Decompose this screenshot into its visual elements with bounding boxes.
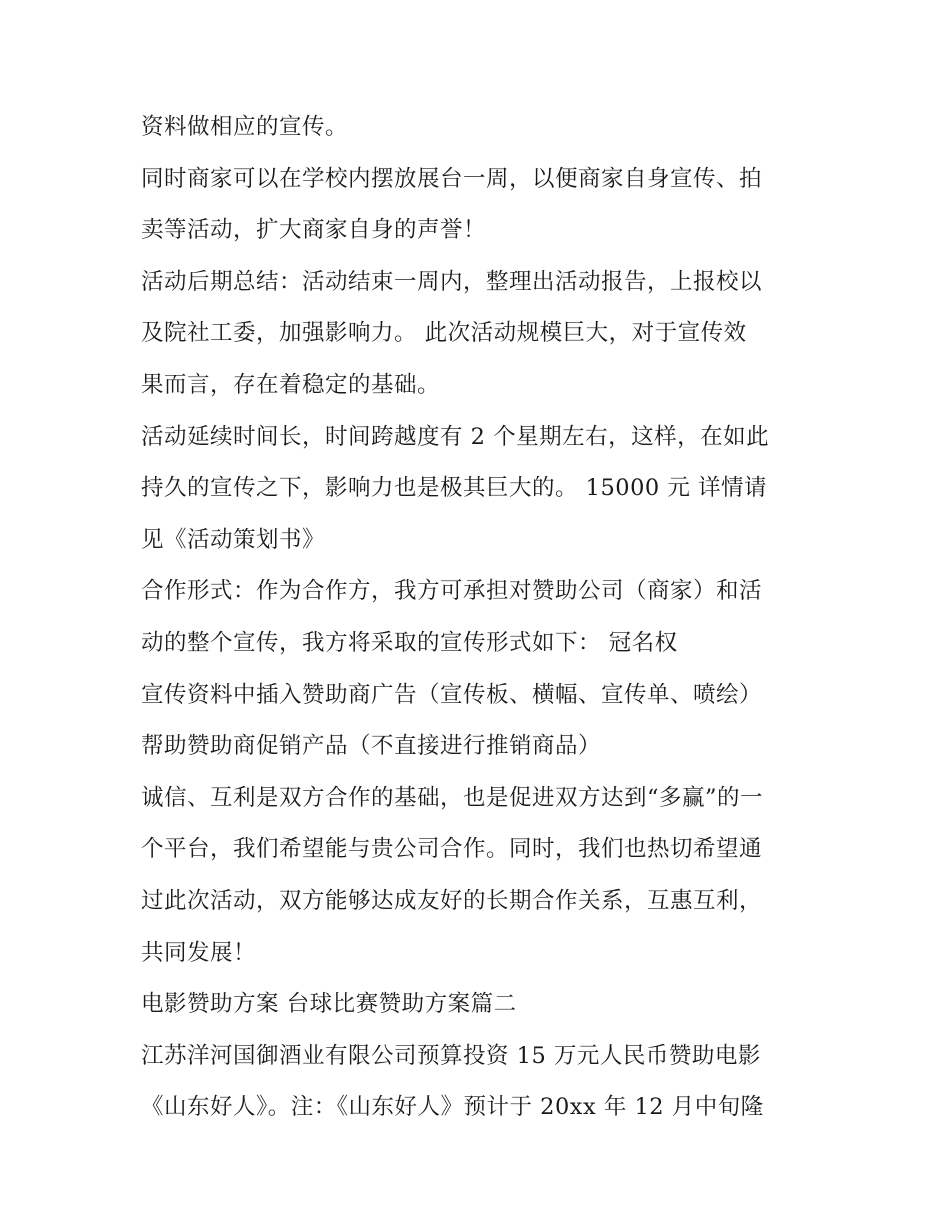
text-line: 活动后期总结：活动结束一周内，整理出活动报告，上报校以 xyxy=(141,268,763,295)
text-line: 《山东好人》。注：《山东好人》预计于 20xx 年 12 月中旬隆 xyxy=(141,1094,764,1121)
section-heading: 电影赞助方案 台球比赛赞助方案篇二 xyxy=(141,991,517,1018)
text-line: 动的整个宣传，我方将采取的宣传形式如下： 冠名权 xyxy=(141,629,678,656)
text-line: 个平台，我们希望能与贵公司合作。同时，我们也热切希望通 xyxy=(141,836,763,863)
text-line: 见《活动策划书》 xyxy=(141,526,326,553)
text-line: 资料做相应的宣传。 xyxy=(141,114,349,140)
text-line: 同时商家可以在学校内摆放展台一周，以便商家自身宣传、拍 xyxy=(141,165,763,192)
text-line: 宣传资料中插入赞助商广告（宣传板、横幅、宣传单、喷绘） xyxy=(141,681,763,708)
text-line: 及院社工委，加强影响力。 此次活动规模巨大，对于宣传效 xyxy=(141,320,747,347)
text-line: 共同发展！ xyxy=(141,939,257,966)
text-line: 持久的宣传之下，影响力也是极其巨大的。 15000 元 详情请 xyxy=(141,475,768,502)
document-body xyxy=(141,102,813,1134)
text-line: 诚信、互利是双方合作的基础，也是促进双方达到“多赢”的一 xyxy=(141,784,764,811)
text-line: 帮助赞助商促销产品（不直接进行推销商品） xyxy=(141,733,602,760)
text-line: 卖等活动，扩大商家自身的声誉！ xyxy=(141,217,487,244)
text-line: 过此次活动，双方能够达成友好的长期合作关系，互惠互利， xyxy=(141,887,763,914)
text-line: 活动延续时间长，时间跨越度有 2 个星期左右，这样，在如此 xyxy=(141,423,770,450)
text-line: 合作形式：作为合作方，我方可承担对赞助公司（商家）和活 xyxy=(141,578,763,605)
text-line: 果而言，存在着稳定的基础。 xyxy=(141,371,441,398)
text-line: 江苏洋河国御酒业有限公司预算投资 15 万元人民币赞助电影 xyxy=(141,1042,761,1069)
